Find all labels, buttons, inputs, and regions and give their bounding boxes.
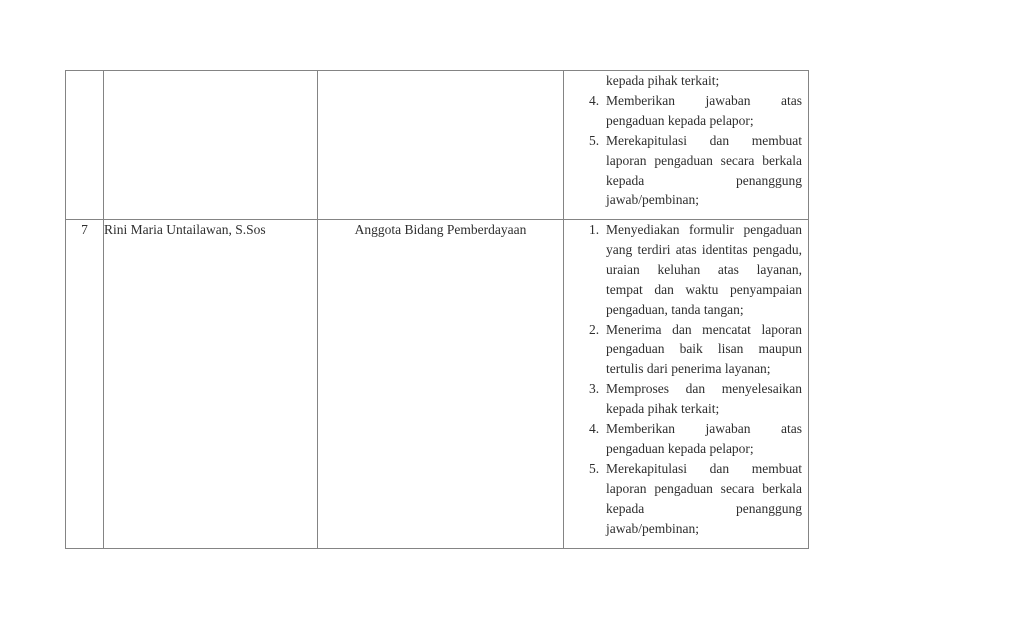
- duty-line: uraian keluhan atas layanan,: [606, 261, 802, 277]
- duty-line: kepada penanggung: [606, 500, 802, 516]
- table-row-7: [66, 220, 809, 549]
- cell-position: [318, 71, 564, 220]
- duty-table: [65, 70, 809, 549]
- cell-duties: [564, 220, 809, 549]
- duty-item: [589, 419, 802, 459]
- duty-number: 1.: [589, 222, 600, 237]
- duty-line: Memberikan jawaban atas: [606, 421, 802, 437]
- duty-line: tertulis dari penerima layanan;: [606, 361, 771, 377]
- duty-line: pengaduan baik lisan maupun: [606, 341, 802, 357]
- duty-line: yang terdiri atas identitas pengadu,: [606, 241, 802, 257]
- duty-number: 4.: [589, 421, 600, 437]
- duty-line: laporan pengaduan secara berkala: [606, 480, 802, 496]
- duty-item: [589, 320, 802, 380]
- duty-item: [589, 91, 802, 131]
- duty-line: Merekapitulasi dan membuat: [606, 132, 802, 148]
- duties-list: [564, 71, 808, 210]
- duty-line: Menyediakan formulir pengaduan: [606, 222, 802, 237]
- duty-line: pengaduan, tanda tangan;: [606, 301, 744, 317]
- duty-number: 3.: [589, 381, 600, 397]
- cell-number: [66, 71, 104, 220]
- cell-duties: [564, 71, 809, 220]
- cell-name: Rini Maria Untailawan, S.Sos: [104, 220, 318, 549]
- table-row-continuation: [66, 71, 809, 220]
- duty-line: pengaduan kepada pelapor;: [606, 112, 754, 128]
- duty-item: [589, 131, 802, 211]
- duty-item: [589, 379, 802, 419]
- duties-list: [564, 220, 808, 539]
- duty-line: kepada penanggung: [606, 172, 802, 188]
- duty-line: tempat dan waktu penyampaian: [606, 281, 802, 297]
- cell-number: 7: [66, 220, 104, 549]
- duty-line: jawab/pembinan;: [606, 520, 699, 536]
- duty-item: [589, 459, 802, 539]
- duty-line: Memproses dan menyelesaikan: [606, 381, 802, 397]
- duty-item: [589, 220, 802, 320]
- cell-position: Anggota Bidang Pemberdayaan: [318, 220, 564, 549]
- duty-line: Menerima dan mencatat laporan: [606, 321, 802, 337]
- cell-name: [104, 71, 318, 220]
- duty-line: kepada pihak terkait;: [606, 73, 720, 88]
- duty-line: Memberikan jawaban atas: [606, 92, 802, 108]
- duty-line: kepada pihak terkait;: [606, 401, 720, 417]
- duty-line: jawab/pembinan;: [606, 192, 699, 208]
- duty-number: 2.: [589, 321, 600, 337]
- duty-number: 5.: [589, 460, 600, 476]
- duty-line: laporan pengaduan secara berkala: [606, 152, 802, 168]
- duty-number: 4.: [589, 92, 600, 108]
- duty-line: pengaduan kepada pelapor;: [606, 440, 754, 456]
- duty-line: Merekapitulasi dan membuat: [606, 460, 802, 476]
- duty-number: 5.: [589, 132, 600, 148]
- duty-item: [606, 71, 802, 91]
